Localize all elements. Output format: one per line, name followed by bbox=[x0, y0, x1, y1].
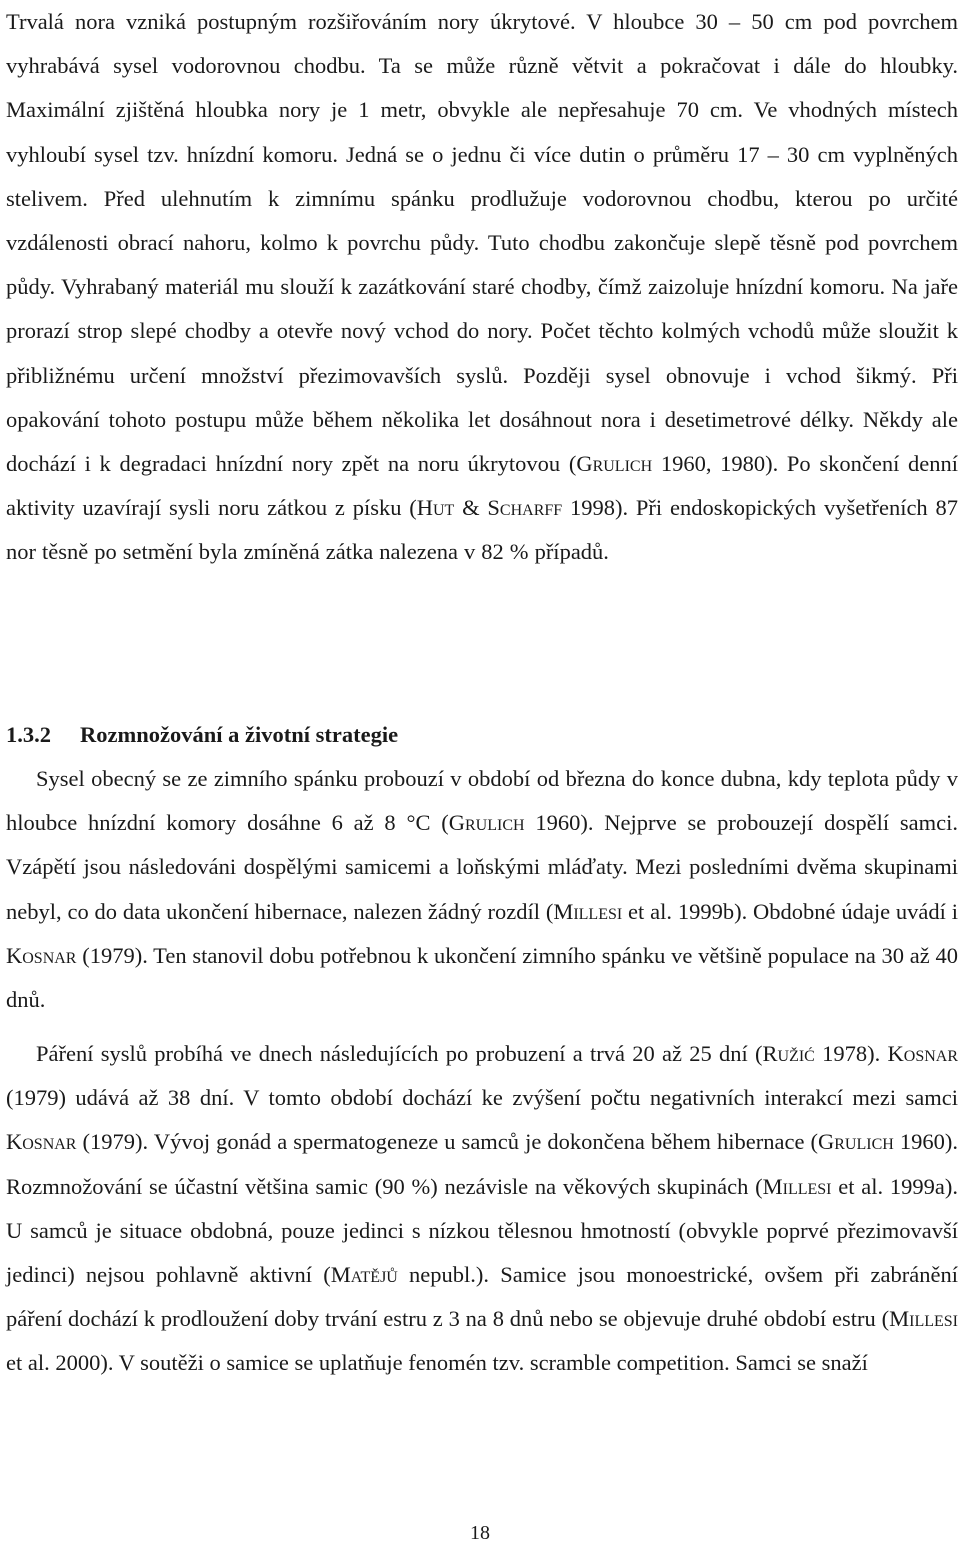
text-run: 1960, 1980). Po skončení denní aktivity uzavírají sysli noru zátkou z písku ( bbox=[6, 451, 958, 521]
citation-author: Kosnar bbox=[6, 942, 77, 968]
text-run: et al. 1999a). U samců je situace obdobná, pouze jedinci s nízkou tělesnou hmotností (obvykle poprvé přezimovavší jedinci) nejsou pohlavně aktivní ( bbox=[6, 1173, 958, 1288]
text-run: (1979). Ten stanovil dobu potřebnou k ukončení zimního spánku ve většině populace na 30 až 40 dnů. bbox=[6, 942, 958, 1013]
paragraph-hibernation bbox=[6, 757, 958, 1022]
spacer bbox=[6, 639, 958, 713]
text-run: 1978). bbox=[814, 1041, 888, 1066]
paragraph-mating bbox=[6, 1032, 958, 1386]
text-run: et al. 2000). V soutěži o samice se uplatňuje fenomén tzv. scramble competition. Samci se snaží bbox=[6, 1350, 868, 1376]
citation-author: Grulich bbox=[448, 810, 525, 836]
text-run: Trvalá nora vzniká postupným rozšiřováním nory úkrytové. V hloubce 30 – 50 cm pod povrchem vyhrabává sysel vodorovnou chodbu. Ta se může různě větvit a pokračovat i dále do hloubky. Maximální zjištěná hloubka nory je 1 metr, obvykle ale nepřesahuje 70 cm. Ve vhodných místech vyhloubí sysel tzv. hnízdní komoru. Jedná se o jednu či více dutin o průměru 17 – 30 cm vyplněných stelivem. Před ulehnutím k zimnímu spánku prodlužuje vodorovnou chodbu, kterou po určité vzdálenosti obrací nahoru, kolmo k povrchu půdy. Tuto chodbu zakončuje slepě těsně pod povrchem půdy. Vyhrabaný materiál mu slouží k zazátkování staré chodby, čímž zaizoluje hnízdní komoru. Na jaře prorazí strop slepé chodby a otevře nový vchod do nory. Počet těchto kolmých vchodů může sloužit k přibližnému určení množství přezimovavších syslů. Později sysel obnovuje i vchod šikmý. Při opakování tohoto postupu může během několika let dosáhnout nora i desetimetrové délky. Někdy ale dochází i k degradaci hnízdní nory zpět na noru úkrytovou ( bbox=[6, 9, 958, 477]
text-run: 1960). Nejprve se probouzejí dospělí samci. Vzápětí jsou následováni dospělými samicemi a loňskými mláďaty. Mezi posledními dvěma skupinami nebyl, co do data ukončení hibernace, nalezen žádný rozdíl ( bbox=[6, 810, 958, 924]
spacer bbox=[6, 1022, 958, 1032]
citation-author: Millesi bbox=[762, 1173, 832, 1199]
text-run: Sysel obecný se ze zimního spánku probouzí v období od března do konce dubna, kdy teplota půdy v hloubce hnízdní komory dosáhne 6 až 8 °C ( bbox=[6, 766, 958, 836]
citation-author: Kosnar bbox=[6, 1129, 77, 1155]
citation-author: Matějů bbox=[330, 1262, 398, 1288]
citation-author: Millesi bbox=[553, 898, 623, 924]
text-run: nepubl.). Samice jsou monoestrické, ovšem při zabránění páření dochází k prodloužení doby trvání estru z 3 na 8 dnů nebo se objevuje druhé období estru ( bbox=[6, 1262, 958, 1332]
document-page bbox=[6, 0, 958, 1386]
text-run: (1979). Vývoj gonád a spermatogeneze u samců je dokončena během hibernace ( bbox=[76, 1129, 818, 1155]
section-title: Rozmnožování a životní strategie bbox=[80, 722, 399, 747]
text-run: et al. 1999b). Obdobné údaje uvádí i bbox=[622, 898, 958, 924]
citation-author: Hut & Scharff bbox=[416, 495, 563, 521]
text-run: 1960). Rozmnožování se účastní většina samic (90 %) nezávisle na věkových skupinách ( bbox=[6, 1129, 958, 1199]
citation-author: Kosnar bbox=[887, 1041, 958, 1066]
citation-author: Grulich bbox=[818, 1129, 894, 1155]
text-run: 1998). Při endoskopických vyšetřeních 87 nor těsně po setmění byla zmíněná zátka nalezena v 82 % případů. bbox=[6, 495, 958, 565]
section-number: 1.3.2 bbox=[6, 722, 51, 747]
paragraph-burrow bbox=[6, 0, 958, 639]
citation-author: Millesi bbox=[889, 1306, 958, 1332]
text-run: Páření syslů probíhá ve dnech následujících po probuzení a trvá 20 až 25 dní ( bbox=[36, 1041, 763, 1066]
page-number: 18 bbox=[470, 1522, 490, 1544]
section-heading bbox=[6, 713, 958, 757]
citation-author: Ružić bbox=[762, 1041, 815, 1066]
citation-author: Grulich bbox=[576, 451, 653, 477]
text-run: (1979) udává až 38 dní. V tomto období dochází ke zvýšení počtu negativních interakcí mezi samci bbox=[6, 1085, 958, 1111]
